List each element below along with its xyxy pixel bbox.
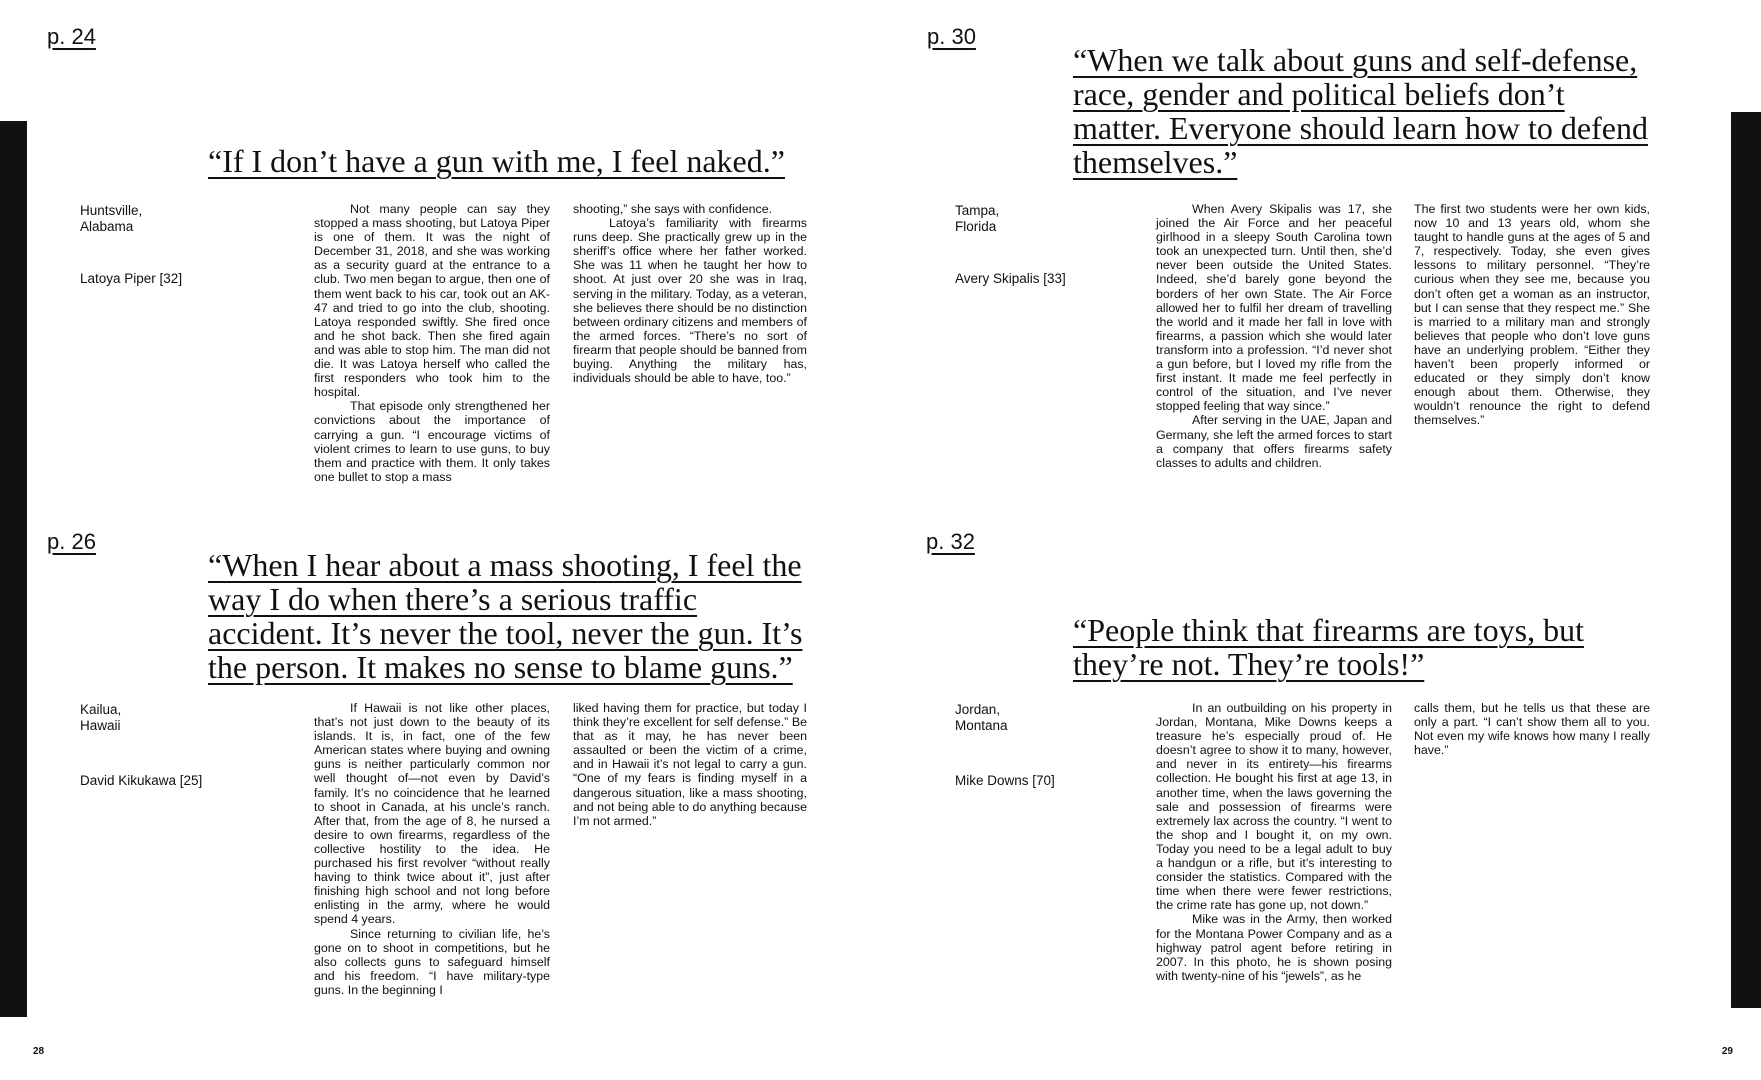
body-column-2 [1414, 701, 1650, 757]
paragraph: liked having them for practice, but today I think they’re excellent for self defense.” Be that as it may, he has never been assaulted or been the victim of a crime, and in Hawaii it’s not legal to carry a gun. “One of my fears is finding myself in a dangerous situation, like a mass shooting, and not being able to do anything because I’m not armed.” [573, 701, 807, 828]
pull-quote: “If I don’t have a gun with me, I feel naked.” [208, 143, 785, 179]
paragraph: The first two students were her own kids, now 10 and 13 years old, whom she taught to handle guns at the ages of 5 and 7, respectively. Today, she even gives lessons to military personnel. “They’re curious when they see me, because you don’t often get a woman as an instructor, but I can sense that they respect me.” She is married to a military man and strongly believes that people who don’t love guns have an underlying problem. “Either they haven’t been properly informed or educated or they simply don’t know enough about them. Otherwise, they wouldn’t renounce the right to defend themselves.” [1414, 202, 1650, 428]
body-column-1 [1156, 701, 1392, 983]
paragraph: Mike was in the Army, then worked for the Montana Power Company and as a highway patrol agent before retiring in 2007. In this photo, he is shown posing with twenty-nine of his “jewels”, as he [1156, 912, 1392, 983]
paragraph: Since returning to civilian life, he’s gone on to shoot in competitions, but he also collects guns to safeguard himself and his freedom. “I have military-type guns. In the beginning I [314, 926, 550, 997]
page-number-right: 29 [1721, 1046, 1733, 1057]
page-reference[interactable]: p. 24 [47, 24, 96, 49]
body-column-1 [314, 202, 550, 484]
location: Jordan, Montana [955, 702, 1008, 733]
paragraph: When Avery Skipalis was 17, she joined the Air Force and her peaceful girlhood in a sleepy South Carolina town took an unexpected turn. Until then, she’d never been outside the United States. Indeed, she’d barely gone beyond the borders of her own State. The Air Force allowed her to fulfil her dream of travelling the world and it made her fall in love with firearms, a passion which she would later transform into a profession. “I’d never shot a gun before, but I loved my rifle from the first instant. It made me feel perfectly in control of the situation, and I’ve never stopped feeling that way since.” [1156, 202, 1392, 414]
paragraph: Latoya’s familiarity with firearms runs deep. She practically grew up in the sheriff’s office where her father worked. She was 11 when he taught her how to shoot. At just over 20 she was in Iraq, serving in the military. Today, as a veteran, she believes there should be no distinction between ordinary citizens and members of the armed forces. “There’s no sort of firearm that people should be banned from buying. Anything the military has, individuals should be able to have, too.” [573, 216, 807, 386]
page-number-left: 28 [33, 1046, 45, 1057]
person-name: Latoya Piper [32] [80, 271, 183, 286]
body-column-2 [573, 202, 807, 385]
paragraph: After serving in the UAE, Japan and Germany, she left the armed forces to start a company that offers firearms safety classes to adults and children. [1156, 413, 1392, 470]
right-edge-bar [1731, 112, 1761, 1008]
body-column-1 [1156, 202, 1392, 470]
page-reference[interactable]: p. 26 [47, 529, 96, 554]
page-reference[interactable]: p. 32 [926, 529, 975, 554]
location: Tampa, Florida [955, 203, 1000, 234]
left-edge-bar [0, 121, 27, 1017]
pull-quote: “People think that firearms are toys, but they’re not. They’re tools!” [1073, 612, 1584, 682]
paragraph: Not many people can say they stopped a mass shooting, but Latoya Piper is one of them. It was the night of December 31, 2018, and she was working as a security guard at the entrance to a club. Two men began to argue, then one of them went back to his car, took out an AK-47 and tried to go into the club, shooting. Latoya responded swiftly. She fired once and he shot back. Then she fired again and was able to stop him. The man did not die. It was Latoya herself who called the first responders who took him to the hospital. [314, 202, 550, 400]
person-name: Avery Skipalis [33] [955, 271, 1066, 286]
body-column-2 [573, 701, 807, 828]
location: Kailua, Hawaii [80, 702, 122, 733]
pull-quote: “When I hear about a mass shooting, I feel the way I do when there’s a serious traffic accident. It’s never the tool, never the gun. It’s the person. It makes no sense to blame guns.” [208, 547, 803, 685]
paragraph: shooting,” she says with confidence. [573, 202, 773, 216]
location: Huntsville, Alabama [80, 203, 143, 234]
pull-quote: “When we talk about guns and self-defense, race, gender and political beliefs don’t matter. Everyone should learn how to defend themselves.” [1073, 42, 1648, 180]
person-name: David Kikukawa [25] [80, 773, 203, 788]
body-column-1 [314, 701, 550, 997]
paragraph: calls them, but he tells us that these are only a part. “I can’t show them all to you. Not even my wife knows how many I really have.” [1414, 701, 1650, 758]
paragraph: In an outbuilding on his property in Jordan, Montana, Mike Downs keeps a treasure he’s especially proud of. He doesn’t agree to show it to many, however, and never in its entirety—his firearms collection. He bought his first at age 13, in another time, when the laws governing the sale and possession of firearms were extremely lax across the country. “I went to the shop and I bought it, on my own. Today you need to be a legal adult to buy a handgun or a rifle, but it’s interesting to consider the statistics. Compared with the time when there were fewer restrictions, the crime rate has gone up, not down.” [1156, 701, 1392, 913]
body-column-2 [1414, 202, 1650, 428]
person-name: Mike Downs [70] [955, 773, 1055, 788]
paragraph: That episode only strengthened her convictions about the importance of carrying a gun. “I encourage victims of violent crimes to learn to use guns, to buy them and practice with them. It only takes one bullet to stop a mass [314, 399, 550, 484]
paragraph: If Hawaii is not like other places, that’s not just down to the beauty of its islands. It is, in fact, one of the few American states where buying and owning guns is neither particularly common nor well thought of—not even by David’s family. It’s no coincidence that he learned to shoot in Canada, at his uncle’s ranch. After that, from the age of 8, he nursed a desire to own firearms, regardless of the collective hostility to the idea. He purchased his first revolver “without really having to think twice about it”, just after finishing high school and not long before enlisting in the army, where he would spend 4 years. [314, 701, 550, 927]
page-reference[interactable]: p. 30 [927, 24, 976, 49]
